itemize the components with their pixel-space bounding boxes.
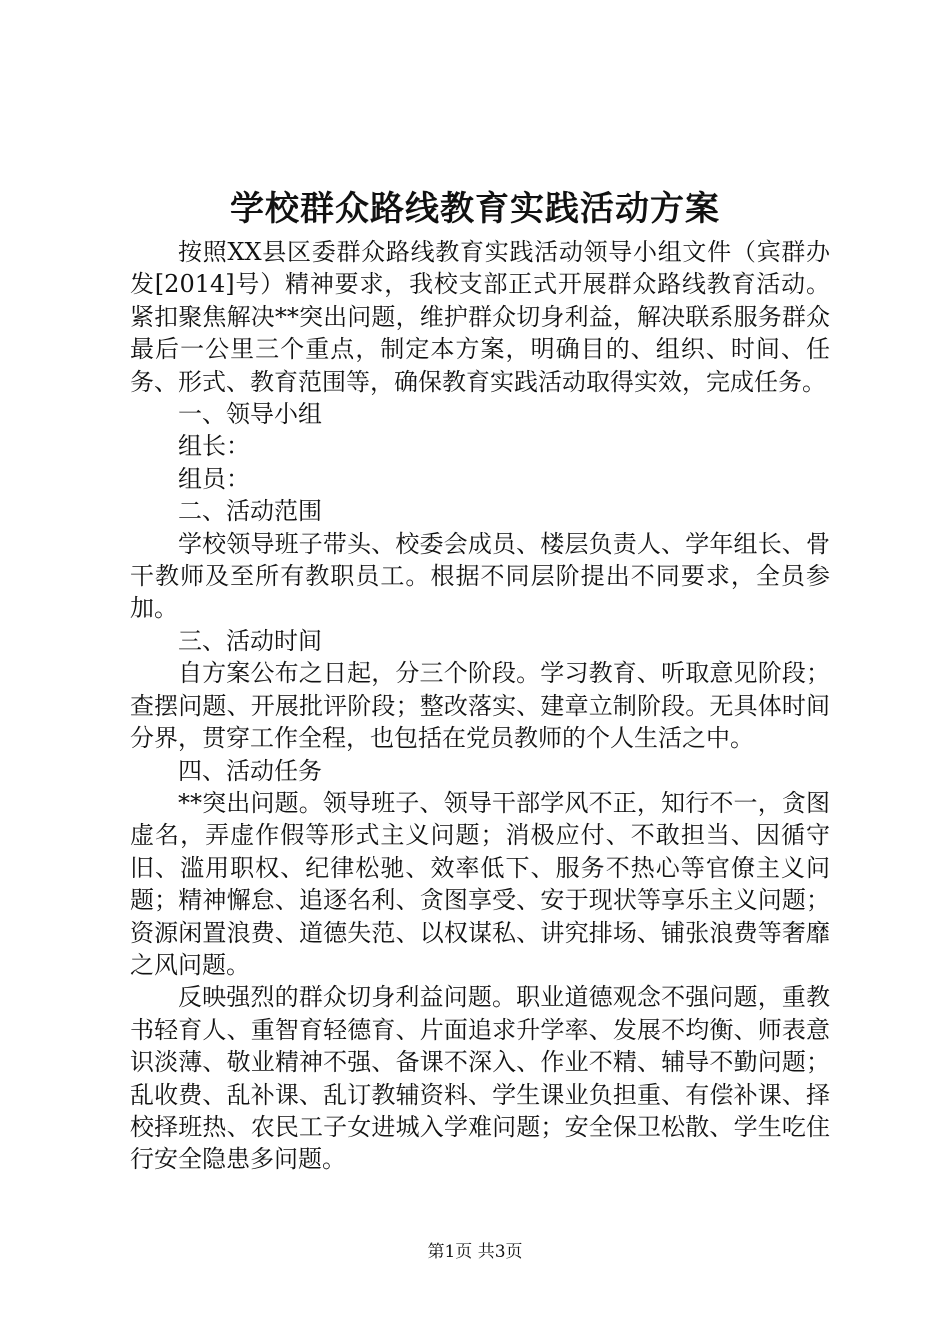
heading-leadership-group: 一、领导小组 [178, 400, 322, 429]
paragraph-intro: 按照XX县区委群众路线教育实践活动领导小组文件（宾群办发[2014]号）精神要求，我校支部正式开展群众路线教育活动。紧扣聚焦解决**突出问题，维护群众切身利益，解决联系服务群众最后一公里三个重点，制定本方案，明确目的、组织、时间、任务、形式、教育范围等，确保教育实践活动取得实效，完成任务。 [130, 238, 830, 396]
heading-activity-tasks: 四、活动任务 [178, 756, 322, 785]
document-title: 学校群众路线教育实践活动方案 [230, 189, 720, 229]
leader-line: 组长： [178, 432, 250, 461]
paragraph-public-interest-problems: 反映强烈的群众切身利益问题。职业道德观念不强问题，重教书轻育人、重智育轻德育、片面追求升学率、发展不均衡、师表意识淡薄、敬业精神不强、备课不深入、作业不精、辅导不勤问题；乱收费、乱补课、乱订教辅资料、学生课业负担重、有偿补课、择校择班热、农民工子女进城入学难问题；安全保卫松散、学生吃住行安全隐患多问题。 [130, 983, 830, 1174]
paragraph-activity-scope: 学校领导班子带头、校委会成员、楼层负责人、学年组长、骨干教师及至所有教职员工。根据不同层阶提出不同要求，全员参加。 [130, 529, 830, 623]
paragraph-activity-time: 自方案公布之日起，分三个阶段。学习教育、听取意见阶段；查摆问题、开展批评阶段；整改落实、建章立制阶段。无具体时间分界，贯穿工作全程，也包括在党员教师的个人生活之中。 [130, 659, 830, 753]
members-line: 组员： [178, 464, 250, 493]
heading-activity-scope: 二、活动范围 [178, 497, 322, 526]
paragraph-prominent-problems: **突出问题。领导班子、领导干部学风不正，知行不一，贪图虚名，弄虚作假等形式主义问题；消极应付、不敢担当、因循守旧、滥用职权、纪律松驰、效率低下、服务不热心等官僚主义问题；精神懈怠、追逐名利、贪图享受、安于现状等享乐主义问题；资源闲置浪费、道德失范、以权谋私、讲究排场、铺张浪费等奢靡之风问题。 [130, 788, 830, 979]
heading-activity-time: 三、活动时间 [178, 626, 322, 655]
document-body [130, 236, 830, 1176]
page-footer: 第1页 共3页 [427, 1242, 523, 1262]
